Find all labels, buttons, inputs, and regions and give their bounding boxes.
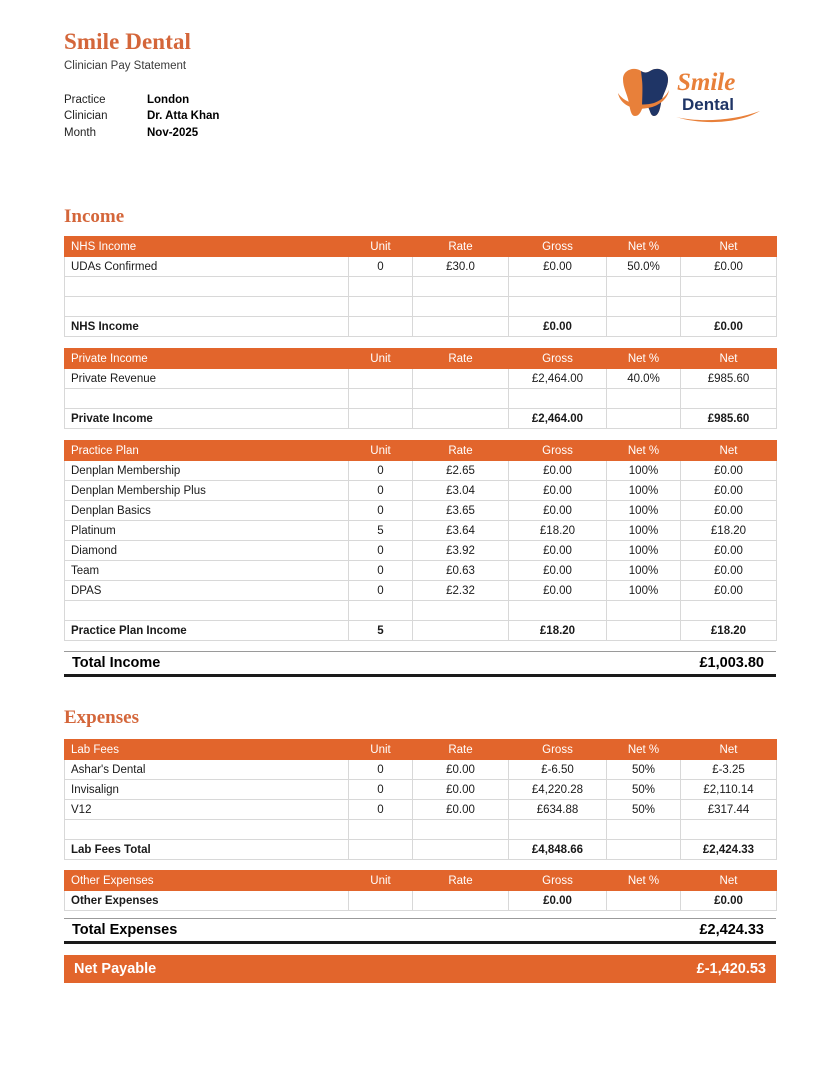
lab-fees-table [64, 739, 777, 860]
row-net-pct: 100% [607, 521, 681, 541]
nhs-income-total-row [65, 317, 777, 337]
total-gross: £2,464.00 [509, 409, 607, 429]
total-label: NHS Income [65, 317, 349, 337]
table-header-row [65, 871, 777, 891]
table-row [65, 760, 777, 780]
row-unit [349, 820, 413, 840]
row-description [65, 297, 349, 317]
column-header-gross: Gross [509, 740, 607, 760]
table-header-row [65, 740, 777, 760]
row-net-pct: 50.0% [607, 257, 681, 277]
row-unit [349, 389, 413, 409]
row-gross: £18.20 [509, 521, 607, 541]
row-rate: £3.65 [413, 501, 509, 521]
lab-fees-header: Lab Fees [65, 740, 349, 760]
total-label: Practice Plan Income [65, 621, 349, 641]
net-payable-value: £-1,420.53 [696, 961, 766, 977]
row-gross [509, 389, 607, 409]
row-description: Team [65, 561, 349, 581]
row-unit: 0 [349, 541, 413, 561]
row-net: £2,110.14 [681, 780, 777, 800]
row-description: UDAs Confirmed [65, 257, 349, 277]
column-header-net-pct: Net % [607, 441, 681, 461]
row-unit [349, 369, 413, 389]
column-header-rate: Rate [413, 740, 509, 760]
smile-dental-logo [610, 62, 770, 124]
row-net [681, 297, 777, 317]
row-unit: 0 [349, 561, 413, 581]
row-rate [413, 820, 509, 840]
row-rate: £3.92 [413, 541, 509, 561]
table-row [65, 561, 777, 581]
column-header-rate: Rate [413, 349, 509, 369]
table-row-blank [65, 601, 777, 621]
column-header-rate: Rate [413, 237, 509, 257]
row-net-pct: 100% [607, 561, 681, 581]
row-net: £0.00 [681, 257, 777, 277]
column-header-net-pct: Net % [607, 237, 681, 257]
total-unit [349, 409, 413, 429]
clinician-label: Clinician [64, 110, 108, 123]
total-unit [349, 840, 413, 860]
row-description: Denplan Basics [65, 501, 349, 521]
row-net-pct [607, 601, 681, 621]
column-header-net: Net [681, 237, 777, 257]
total-income-label: Total Income [72, 655, 161, 671]
table-row [65, 257, 777, 277]
table-row [65, 521, 777, 541]
table-header-row [65, 237, 777, 257]
row-rate: £2.32 [413, 581, 509, 601]
row-description: Ashar's Dental [65, 760, 349, 780]
row-gross: £634.88 [509, 800, 607, 820]
row-description: DPAS [65, 581, 349, 601]
other-expenses-total-row [65, 891, 777, 911]
row-gross: £-6.50 [509, 760, 607, 780]
row-gross [509, 601, 607, 621]
row-unit: 0 [349, 581, 413, 601]
logo-dental-text: Dental [682, 95, 734, 114]
total-rate [413, 891, 509, 911]
table-row [65, 461, 777, 481]
total-net: £0.00 [681, 317, 777, 337]
total-label: Lab Fees Total [65, 840, 349, 860]
row-net-pct: 100% [607, 461, 681, 481]
logo-smile-text: Smile [677, 69, 736, 96]
row-rate: £0.00 [413, 760, 509, 780]
row-net: £0.00 [681, 501, 777, 521]
table-row-blank [65, 389, 777, 409]
row-rate [413, 297, 509, 317]
row-unit: 0 [349, 257, 413, 277]
total-net-pct [607, 840, 681, 860]
row-unit: 0 [349, 461, 413, 481]
table-row [65, 780, 777, 800]
row-unit [349, 601, 413, 621]
table-row [65, 369, 777, 389]
row-gross: £4,220.28 [509, 780, 607, 800]
other-expenses-table [64, 870, 777, 911]
row-description [65, 389, 349, 409]
document-subtitle: Clinician Pay Statement [64, 60, 187, 72]
row-gross: £0.00 [509, 481, 607, 501]
row-gross: £0.00 [509, 581, 607, 601]
row-description: V12 [65, 800, 349, 820]
total-net: £18.20 [681, 621, 777, 641]
table-row-blank [65, 277, 777, 297]
row-gross: £0.00 [509, 501, 607, 521]
row-unit: 0 [349, 481, 413, 501]
table-row [65, 541, 777, 561]
row-net-pct [607, 389, 681, 409]
row-net: £985.60 [681, 369, 777, 389]
total-net-pct [607, 621, 681, 641]
row-gross [509, 277, 607, 297]
row-net [681, 389, 777, 409]
private-income-header: Private Income [65, 349, 349, 369]
total-net: £2,424.33 [681, 840, 777, 860]
row-rate: £3.04 [413, 481, 509, 501]
row-net: £0.00 [681, 541, 777, 561]
row-net: £317.44 [681, 800, 777, 820]
row-rate: £0.00 [413, 780, 509, 800]
total-unit: 5 [349, 621, 413, 641]
column-header-unit: Unit [349, 740, 413, 760]
row-rate [413, 277, 509, 297]
table-row-blank [65, 297, 777, 317]
total-expenses-value: £2,424.33 [699, 922, 764, 938]
row-unit: 0 [349, 760, 413, 780]
row-net-pct: 100% [607, 501, 681, 521]
column-header-net-pct: Net % [607, 740, 681, 760]
lab-fees-total-row [65, 840, 777, 860]
row-rate [413, 601, 509, 621]
total-gross: £0.00 [509, 891, 607, 911]
total-unit [349, 891, 413, 911]
column-header-unit: Unit [349, 871, 413, 891]
expenses-section-heading: Expenses [64, 707, 139, 728]
column-header-net-pct: Net % [607, 349, 681, 369]
row-rate: £0.63 [413, 561, 509, 581]
net-payable-label: Net Payable [74, 961, 157, 977]
column-header-net: Net [681, 740, 777, 760]
row-net-pct: 50% [607, 780, 681, 800]
total-net-pct [607, 317, 681, 337]
column-header-unit: Unit [349, 441, 413, 461]
row-net-pct: 50% [607, 760, 681, 780]
column-header-gross: Gross [509, 349, 607, 369]
column-header-rate: Rate [413, 441, 509, 461]
total-gross: £0.00 [509, 317, 607, 337]
row-net-pct: 100% [607, 541, 681, 561]
total-rate [413, 840, 509, 860]
practice-value: London [147, 93, 190, 106]
nhs-income-header: NHS Income [65, 237, 349, 257]
row-rate: £30.0 [413, 257, 509, 277]
total-rate [413, 621, 509, 641]
table-row [65, 581, 777, 601]
private-income-table [64, 348, 777, 429]
table-header-row [65, 349, 777, 369]
row-gross [509, 297, 607, 317]
row-net: £-3.25 [681, 760, 777, 780]
row-gross: £0.00 [509, 561, 607, 581]
income-section-heading: Income [64, 206, 125, 227]
row-description [65, 277, 349, 297]
total-rate [413, 317, 509, 337]
row-description: Diamond [65, 541, 349, 561]
private-income-total-row [65, 409, 777, 429]
row-description: Platinum [65, 521, 349, 541]
row-net: £18.20 [681, 521, 777, 541]
row-description: Denplan Membership [65, 461, 349, 481]
column-header-gross: Gross [509, 871, 607, 891]
total-label: Private Income [65, 409, 349, 429]
row-net-pct [607, 820, 681, 840]
row-net [681, 820, 777, 840]
logo-icon [610, 62, 770, 124]
other-expenses-header: Other Expenses [65, 871, 349, 891]
row-unit [349, 277, 413, 297]
total-label: Other Expenses [65, 891, 349, 911]
total-expenses-bar [64, 918, 776, 944]
row-unit: 5 [349, 521, 413, 541]
column-header-net: Net [681, 871, 777, 891]
column-header-net: Net [681, 441, 777, 461]
total-unit [349, 317, 413, 337]
column-header-unit: Unit [349, 349, 413, 369]
row-unit: 0 [349, 501, 413, 521]
row-net: £0.00 [681, 481, 777, 501]
table-header-row [65, 441, 777, 461]
meta-row-month [64, 125, 776, 142]
table-row [65, 800, 777, 820]
column-header-rate: Rate [413, 871, 509, 891]
column-header-gross: Gross [509, 237, 607, 257]
row-description [65, 601, 349, 621]
clinician-value: Dr. Atta Khan [147, 110, 220, 123]
total-expenses-label: Total Expenses [72, 922, 178, 938]
row-unit: 0 [349, 800, 413, 820]
row-net: £0.00 [681, 561, 777, 581]
row-net [681, 277, 777, 297]
row-rate: £0.00 [413, 800, 509, 820]
total-income-value: £1,003.80 [699, 655, 764, 671]
month-label: Month [64, 126, 96, 139]
practice-plan-table [64, 440, 777, 641]
row-rate: £2.65 [413, 461, 509, 481]
table-row-blank [65, 820, 777, 840]
row-net-pct: 100% [607, 481, 681, 501]
row-gross [509, 820, 607, 840]
total-net: £985.60 [681, 409, 777, 429]
row-net-pct [607, 277, 681, 297]
total-rate [413, 409, 509, 429]
column-header-net-pct: Net % [607, 871, 681, 891]
table-row [65, 501, 777, 521]
column-header-unit: Unit [349, 237, 413, 257]
row-gross: £2,464.00 [509, 369, 607, 389]
row-gross: £0.00 [509, 257, 607, 277]
row-net: £0.00 [681, 461, 777, 481]
row-description: Private Revenue [65, 369, 349, 389]
row-gross: £0.00 [509, 461, 607, 481]
nhs-income-table [64, 236, 777, 337]
page-title: Smile Dental [64, 29, 192, 54]
column-header-gross: Gross [509, 441, 607, 461]
total-net-pct [607, 409, 681, 429]
total-income-bar [64, 651, 776, 677]
table-row [65, 481, 777, 501]
practice-plan-header: Practice Plan [65, 441, 349, 461]
row-description [65, 820, 349, 840]
total-net: £0.00 [681, 891, 777, 911]
practice-label: Practice [64, 93, 106, 106]
row-rate [413, 369, 509, 389]
practice-plan-total-row [65, 621, 777, 641]
row-rate: £3.64 [413, 521, 509, 541]
month-value: Nov-2025 [147, 126, 199, 139]
row-net: £0.00 [681, 581, 777, 601]
column-header-net: Net [681, 349, 777, 369]
total-net-pct [607, 891, 681, 911]
total-gross: £4,848.66 [509, 840, 607, 860]
row-net [681, 601, 777, 621]
row-unit [349, 297, 413, 317]
row-net-pct [607, 297, 681, 317]
net-payable-bar [64, 955, 776, 983]
row-description: Invisalign [65, 780, 349, 800]
row-net-pct: 40.0% [607, 369, 681, 389]
row-net-pct: 50% [607, 800, 681, 820]
row-gross: £0.00 [509, 541, 607, 561]
row-net-pct: 100% [607, 581, 681, 601]
row-unit: 0 [349, 780, 413, 800]
total-gross: £18.20 [509, 621, 607, 641]
row-rate [413, 389, 509, 409]
tooth-right-shape [641, 69, 668, 116]
row-description: Denplan Membership Plus [65, 481, 349, 501]
